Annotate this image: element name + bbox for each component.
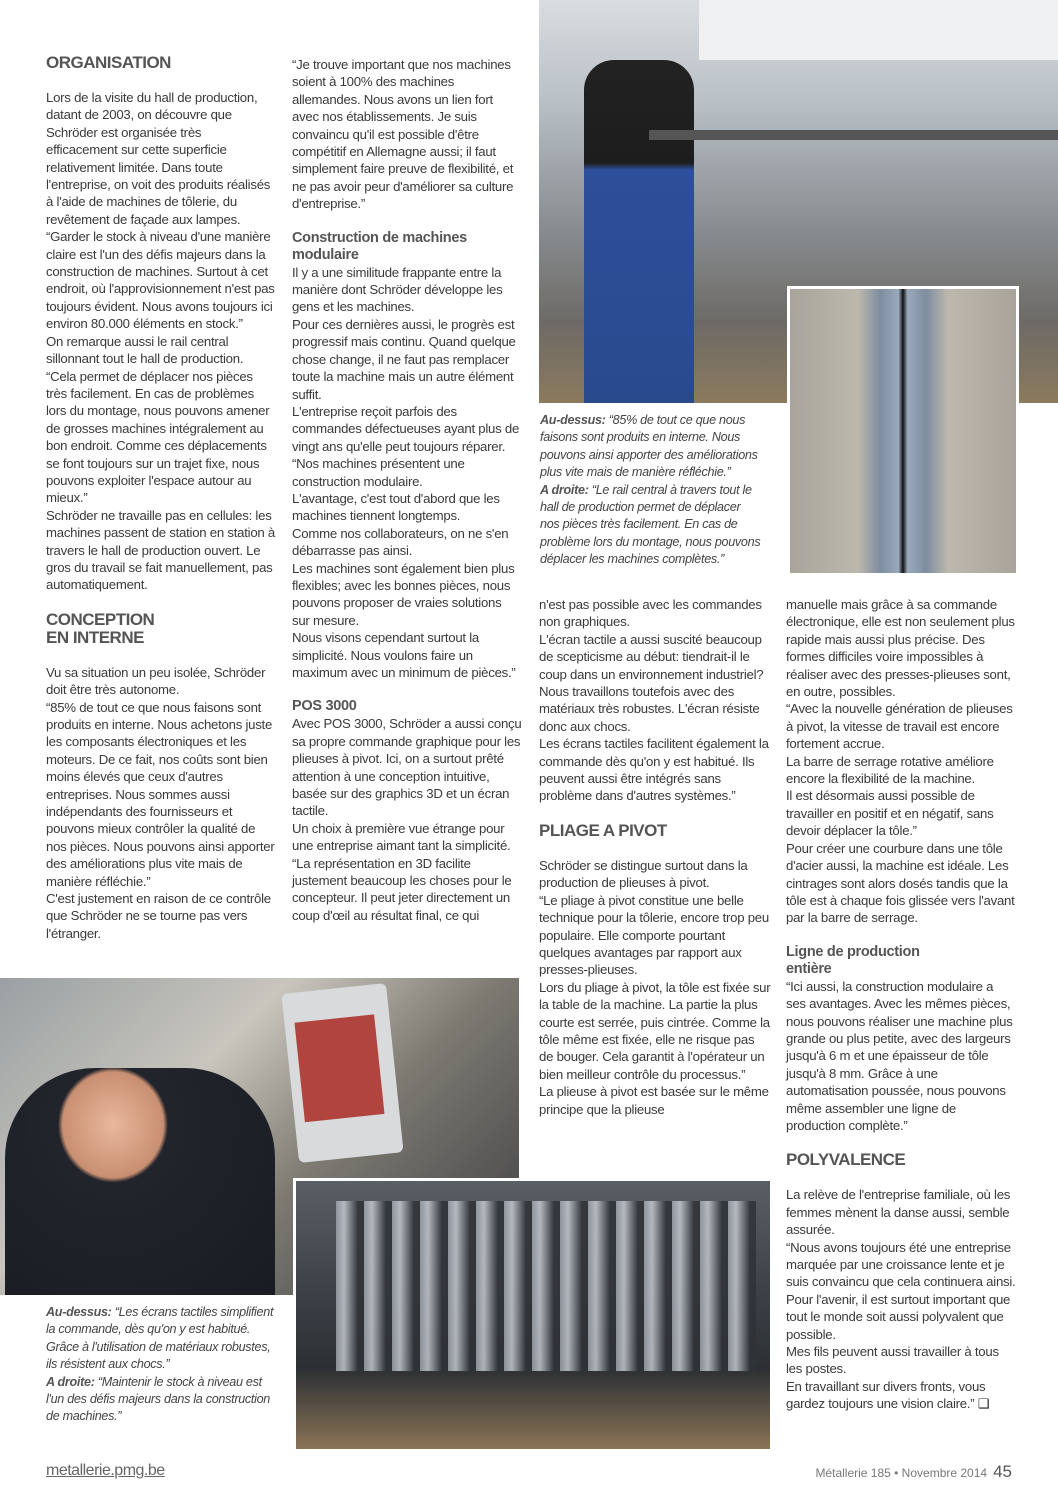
paragraph: “Nos machines présentent une construction modulaire. [292, 456, 465, 489]
paragraph: “Le pliage à pivot constitue une belle technique pour la tôlerie, encore trop peu populaire. Elle comporte pourtant quelques avantages par rapport aux presses-plieuses. [539, 892, 769, 978]
paragraph: “Garder le stock à niveau d'une manière claire est l'un des défis majeurs dans la construction de machines. Surtout à cet endroit, où l'approvisionnement n'est pas toujours évident. Nous avons toujours ici environ 80.000 éléments en stock.” [46, 229, 275, 332]
paragraph: “85% de tout ce que nous faisons sont produits en interne. Nous achetons juste les composants électroniques et les moteurs. De ce fait, nos coûts sont bien moins élevés que ceux d'autres entreprises. Nous sommes aussi indépendants des fournisseurs et pouvons mieux contrôler la qualité de nos pièces. Nous pouvons ainsi apporter des améliorations plus vite mais de manière réfléchie.” [46, 699, 275, 889]
paragraph: Les écrans tactiles facilitent également la commande dès qu'on y est habitué. Ils peuvent aussi être intégrés sans problème dans d'autres systèmes.” [539, 736, 769, 804]
section-heading-polyvalence: POLYVALENCE [786, 1150, 906, 1170]
machine-rails [649, 130, 1058, 140]
paragraph: Il y a une similitude frappante entre la manière dont Schröder développe les gens et les machines. [292, 264, 503, 315]
paragraph: “Avec la nouvelle génération de plieuses à pivot, la vitesse de travail est encore fortement accrue. [786, 701, 1013, 752]
paragraph: On remarque aussi le rail central sillonnant tout le hall de production. [46, 333, 244, 367]
caption-top [540, 412, 762, 569]
paragraph: “La représentation en 3D facilite justement beaucoup les choses pour le concepteur. Il peut jeter directement un coup d'œil au résultat final, ce qui [292, 855, 512, 923]
paragraph: Un choix à première vue étrange pour une entreprise aimant tant la simplicité. [292, 820, 511, 854]
man-portrait [5, 1068, 275, 1295]
section-heading-conception: CONCEPTION EN INTERNE [46, 609, 155, 647]
paragraph: “Cela permet de déplacer nos pièces très facilement. En cas de problèmes lors du montage, nous pouvons amener de grosses machines intégralement au bon endroit. Comme ces déplacements se font toujours sur un trajet fixe, nous pouvons exploiter l'espace autour au mieux.” [46, 368, 270, 506]
paragraph: Pour ces dernières aussi, le progrès est progressif mais continu. Quand quelque chose change, il ne faut pas remplacer toute la machine mais un autre élément suffit. [292, 316, 516, 402]
paragraph: “Nous avons toujours été une entreprise marquée par une croissance lente et je suis convaincu que cela continuera ainsi. [786, 1239, 1016, 1290]
paragraph: manuelle mais grâce à sa commande électronique, elle est non seulement plus rapide mais aussi plus précise. Des formes difficiles voire impossibles à réaliser avec des presses-plieuses sont, en outre, possibles. [786, 597, 1015, 700]
caption-text: “Le rail central à travers tout le hall de production permet de déplacer nos pièces très facilement. En cas de problème lors du montage, nous pouvons déplacer les machines complètes.” [540, 482, 761, 567]
paragraph: Lors du pliage à pivot, la tôle est fixée sur la table de la machine. La partie la plus courte est serrée, puis cintrée. Comme la tôle même est fixée, elle ne risque pas de bouger. Cela garantit à l'opérateur un bien meilleur contrôle du processus.” [539, 979, 771, 1082]
paragraph: Schröder ne travaille pas en cellules: les machines passent de station en station à travers le hall de production ouvert. Le gros du travail se fait manuellement, pas automatiquement. [46, 507, 275, 593]
paragraph: Nous visons cependant surtout la simplicité. Nous voulons faire un maximum avec un minimum de pièces.” [292, 630, 516, 680]
photo-central-rail [787, 286, 1019, 576]
paragraph: Pour l'avenir, il est surtout important que tout le monde soit aussi polyvalent que possible. [786, 1291, 1011, 1342]
photo-steel-tools [293, 1178, 773, 1452]
section-heading-pliage: PLIAGE A PIVOT [539, 820, 667, 840]
paragraph: L'avantage, c'est tout d'abord que les machines tiennent longtemps. [292, 490, 500, 524]
caption-label: Au-dessus: [540, 413, 606, 427]
column-4 [786, 596, 1016, 1413]
paragraph: C'est justement en raison de ce contrôle que Schröder ne se tourne pas vers l'étranger. [46, 891, 271, 941]
caption-label: Au-dessus: [46, 1305, 112, 1319]
caption-label: A droite: [540, 482, 589, 497]
page-number: 45 [993, 1462, 1012, 1481]
paragraph: “Je trouve important que nos machines soient à 100% des machines allemandes. Nous avons un lien fort avec nos établissements. Je suis convaincu qu'il est possible d'être compétitif en Allemagne aussi; il faut simplement faire preuve de flexibilité, et ne pas avoir peur d'améliorer sa culture d'entreprise.” [292, 57, 514, 212]
caption-label: A droite: [46, 1374, 95, 1389]
caption-text: “85% de tout ce que nous faisons sont produits en interne. Nous pouvons ainsi apporter des améliorations plus vite mais de manière réfléchie.” [540, 413, 758, 480]
paragraph: L'écran tactile a aussi suscité beaucoup de scepticisme au début: tiendrait-il le coup dans un environnement industriel? [539, 631, 764, 682]
machine-panel [699, 0, 1058, 60]
subheading-pos-3000: POS 3000 [292, 698, 357, 715]
end-of-article-icon: ❑ [977, 1396, 990, 1412]
section-heading-organisation: ORGANISATION [46, 53, 171, 72]
issue-info [815, 1462, 1012, 1482]
paragraph: Il est désormais aussi possible de travailler en positif et en négatif, sans devoir déplacer la tôle.” [786, 788, 994, 839]
paragraph: Pour créer une courbure dans une tôle d'acier aussi, la machine est idéale. Les cintrages sont alors dosés tandis que la tôle est à chaque fois glissée vers l'avant par la barre de serrage. [786, 840, 1015, 926]
paragraph: Schröder se distingue surtout dans la production de plieuses à pivot. [539, 857, 748, 891]
steel-cylinders [336, 1201, 756, 1371]
subheading-construction-modulaire: Construction de machines modulaire [292, 229, 467, 263]
paragraph [786, 1378, 1016, 1413]
issue-label: Métallerie 185 • Novembre 2014 [815, 1466, 988, 1480]
paragraph: Vu sa situation un peu isolée, Schröder doit être très autonome. [46, 664, 266, 698]
subheading-ligne-production: Ligne de production entière [786, 943, 920, 977]
paragraph: Les machines sont également bien plus flexibles; avec les bonnes pièces, nous pouvons proposer de vraies solutions sur mesure. [292, 560, 515, 628]
paragraph: n'est pas possible avec les commandes non graphiques. [539, 597, 762, 630]
website-link[interactable]: metallerie.pmg.be [46, 1462, 165, 1479]
paragraph: L'entreprise reçoit parfois des commandes défectueuses ayant plus de vingt ans qu'elle peut toujours réparer. [292, 403, 520, 454]
paragraph: Comme nos collaborateurs, on ne s'en débarrasse pas ainsi. [292, 525, 509, 559]
caption-text: “Maintenir le stock à niveau est l'un des défis majeurs dans la construction de machines.” [46, 1374, 271, 1424]
paragraph: Lors de la visite du hall de production, datant de 2003, on découvre que Schröder est organisée très efficacement sur cette superficie relativement limitée. Dans toute l'entreprise, on voit des produits réalisés à l'aide de machines de tôlerie, du revêtement de façade aux lampes. [46, 90, 271, 227]
paragraph: La barre de serrage rotative améliore encore la flexibilité de la machine. [786, 753, 994, 787]
paragraph: Mes fils peuvent aussi travailler à tous les postes. [786, 1344, 999, 1377]
touchscreen-device [281, 983, 403, 1163]
caption-bottom [46, 1304, 278, 1426]
paragraph: Nous travaillons toutefois avec des matériaux très robustes. L'écran résiste donc aux chocs. [539, 684, 760, 734]
worker-figure [584, 60, 694, 403]
paragraph: Avec POS 3000, Schröder a aussi conçu sa propre commande graphique pour les plieuses à pivot. Ici, on a surtout prêté attention à une conception intuitive, basée sur des graphics 3D et un écran tactile. [292, 716, 522, 819]
paragraph: La plieuse à pivot est basée sur le même principe que la plieuse [539, 1084, 769, 1117]
column-3 [539, 596, 771, 1118]
paragraph: “Ici aussi, la construction modulaire a ses avantages. Avec les mêmes pièces, nous pouvons réaliser une machine plus grande ou plus petite, avec des largeurs jusqu'à 6 m et une épaisseur de tôle jusqu'à 8 mm. Grâce à une automatisation poussée, nous pouvons même assembler une ligne de production complète.” [786, 978, 1013, 1133]
touchscreen-display [294, 1014, 384, 1122]
paragraph-text: En travaillant sur divers fronts, vous gardez toujours une vision claire.” [786, 1378, 986, 1412]
column-1 [46, 54, 276, 942]
paragraph: La relève de l'entreprise familiale, où les femmes mènent la danse aussi, semble assurée. [786, 1187, 1011, 1238]
caption-text: “Les écrans tactiles simplifient la commande, dès qu'on y est habitué. Grâce à l'utilisation de matériaux robustes, ils résistent aux chocs.” [46, 1305, 274, 1372]
column-2 [292, 56, 522, 924]
